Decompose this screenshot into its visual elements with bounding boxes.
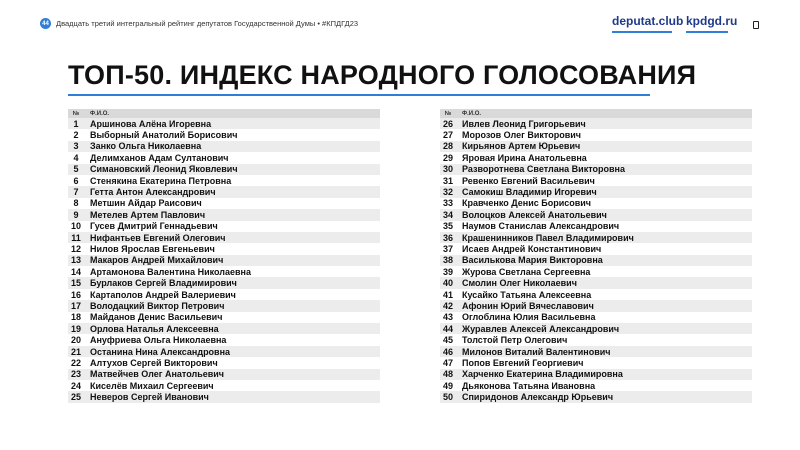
rank-number: 6 [73, 175, 79, 186]
table-row [440, 186, 752, 197]
table-row [440, 266, 752, 277]
table-row [440, 198, 752, 209]
deputy-name: Яровая Ирина Анатольевна [462, 152, 587, 163]
table-row [440, 118, 752, 129]
table-row [440, 152, 752, 163]
table-row [440, 209, 752, 220]
table-row [440, 323, 752, 334]
table-row [68, 164, 380, 175]
column-header-name: Ф.И.О. [90, 110, 110, 117]
table-row [68, 380, 380, 391]
deputy-name: Гетта Антон Александрович [90, 187, 216, 198]
deputy-name: Морозов Олег Викторович [462, 130, 581, 141]
table-row [68, 141, 380, 152]
rank-number: 24 [70, 380, 81, 391]
deputy-name: Волоцков Алексей Анатольевич [462, 209, 607, 220]
table-row [68, 334, 380, 345]
deputy-name: Гусев Дмитрий Геннадьевич [90, 221, 218, 232]
table-header [440, 109, 752, 118]
deputy-name: Метелев Артем Павлович [90, 209, 206, 220]
deputy-name: Кирьянов Артем Юрьевич [462, 141, 581, 152]
deputy-name: Картаполов Андрей Валериевич [90, 289, 236, 300]
table-row [68, 209, 380, 220]
deputy-name: Орлова Наталья Алексеевна [90, 323, 219, 334]
column-header-name: Ф.И.О. [462, 110, 482, 117]
rank-number: 38 [442, 255, 453, 266]
rank-number: 44 [442, 323, 453, 334]
table-row [68, 369, 380, 380]
table-row [440, 277, 752, 288]
deputy-name: Делимханов Адам Султанович [90, 152, 229, 163]
rank-number: 33 [442, 198, 453, 209]
rank-number: 43 [442, 312, 453, 323]
deputy-name: Алтухов Сергей Викторович [90, 357, 218, 368]
rank-number: 8 [73, 198, 79, 209]
deputy-name: Афонин Юрий Вячеславович [462, 300, 594, 311]
deputy-name: Исаев Андрей Константинович [462, 243, 602, 254]
deputy-name: Метшин Айдар Раисович [90, 198, 202, 209]
rank-number: 23 [70, 369, 81, 380]
table-row [68, 391, 380, 402]
deputy-name: Кусайко Татьяна Алексеевна [462, 289, 592, 300]
rank-number: 29 [442, 152, 453, 163]
table-row [68, 175, 380, 186]
rank-number: 42 [442, 300, 453, 311]
rank-number: 16 [70, 289, 81, 300]
ranking-table-left [68, 109, 380, 403]
rank-number: 39 [442, 266, 453, 277]
deputy-name: Стенякина Екатерина Петровна [90, 175, 232, 186]
deputy-name: Ивлев Леонид Григорьевич [462, 118, 586, 129]
deputy-name: Неверов Сергей Иванович [90, 392, 209, 403]
deputy-name: Киселёв Михаил Сергеевич [90, 380, 214, 391]
deputy-name: Самокиш Владимир Игоревич [462, 187, 597, 198]
table-row [440, 346, 752, 357]
rank-number: 49 [442, 380, 453, 391]
table-row [68, 152, 380, 163]
rank-number: 36 [442, 232, 453, 243]
deputy-name: Останина Нина Александровна [90, 346, 231, 357]
table-row [440, 357, 752, 368]
rank-number: 45 [442, 335, 453, 346]
deputy-name: Смолин Олег Николаевич [462, 278, 577, 289]
table-row [68, 232, 380, 243]
rank-number: 7 [73, 187, 79, 198]
rank-number: 20 [70, 335, 81, 346]
table-row [440, 255, 752, 266]
table-row [68, 346, 380, 357]
rank-number: 26 [442, 118, 453, 129]
rank-number: 46 [442, 346, 453, 357]
rank-number: 34 [442, 209, 453, 220]
table-row [68, 300, 380, 311]
table-header [68, 109, 380, 118]
rank-number: 14 [70, 266, 81, 277]
rank-number: 15 [70, 278, 81, 289]
rank-number: 27 [442, 130, 453, 141]
page-corner-icon [753, 21, 759, 29]
deputy-name: Журавлев Алексей Александрович [462, 323, 620, 334]
deputy-name: Занко Ольга Николаевна [90, 141, 202, 152]
table-row [440, 232, 752, 243]
rank-number: 50 [442, 392, 453, 403]
table-row [68, 266, 380, 277]
deputy-name: Милонов Виталий Валентинович [462, 346, 611, 357]
table-row [68, 255, 380, 266]
table-row [68, 118, 380, 129]
deputy-name: Симановский Леонид Яковлевич [90, 164, 238, 175]
table-row [68, 198, 380, 209]
rank-number: 9 [73, 209, 79, 220]
deputy-name: Василькова Мария Викторовна [462, 255, 603, 266]
rank-number: 3 [73, 141, 79, 152]
deputy-name: Артамонова Валентина Николаевна [90, 266, 252, 277]
rank-number: 4 [73, 152, 79, 163]
table-row [68, 277, 380, 288]
table-row [68, 129, 380, 140]
rank-number: 5 [73, 164, 79, 175]
table-row [440, 164, 752, 175]
rank-number: 37 [442, 243, 453, 254]
deputy-name: Наумов Станислав Александрович [462, 221, 620, 232]
rank-number: 40 [442, 278, 453, 289]
deputy-name: Оглоблина Юлия Васильевна [462, 312, 596, 323]
deputy-name: Разворотнева Светлана Викторовна [462, 164, 625, 175]
deputy-name: Харченко Екатерина Владимировна [462, 369, 623, 380]
deputy-name: Нифантьев Евгений Олегович [90, 232, 226, 243]
deputy-name: Ануфриева Ольга Николаевна [90, 335, 227, 346]
ranking-table-right [440, 109, 752, 403]
page-title: ТОП-50. ИНДЕКС НАРОДНОГО ГОЛОСОВАНИЯ [68, 60, 697, 90]
rank-number: 2 [73, 130, 79, 141]
deputy-name: Попов Евгений Георгиевич [462, 357, 584, 368]
table-row [440, 243, 752, 254]
page-number-badge: 44 [40, 18, 51, 29]
table-row [440, 312, 752, 323]
rank-number: 19 [70, 323, 81, 334]
rank-number: 31 [442, 175, 453, 186]
deputy-name: Матвейчев Олег Анатольевич [90, 369, 225, 380]
table-row [440, 175, 752, 186]
rank-number: 13 [70, 255, 81, 266]
rank-number: 25 [70, 392, 81, 403]
deputy-name: Спиридонов Александр Юрьевич [462, 392, 614, 403]
table-row [440, 129, 752, 140]
deputy-name: Бурлаков Сергей Владимирович [90, 278, 237, 289]
table-row [440, 289, 752, 300]
table-body [68, 118, 380, 403]
table-row [68, 323, 380, 334]
deputy-name: Выборный Анатолий Борисович [90, 130, 238, 141]
rank-number: 21 [70, 346, 81, 357]
deputy-name: Нилов Ярослав Евгеньевич [90, 243, 215, 254]
rank-number: 11 [71, 232, 81, 243]
rank-number: 10 [70, 221, 81, 232]
brand-link-kpdgd[interactable]: kpdgd.ru [686, 14, 738, 28]
deputy-name: Аршинова Алёна Игоревна [90, 118, 212, 129]
deputy-name: Крашенинников Павел Владимирович [462, 232, 634, 243]
deputy-name: Володацкий Виктор Петрович [90, 300, 225, 311]
rank-number: 41 [442, 289, 453, 300]
column-header-number: № [444, 110, 452, 117]
table-row [440, 369, 752, 380]
table-row [440, 391, 752, 402]
rank-number: 35 [442, 221, 453, 232]
rank-number: 12 [70, 243, 81, 254]
rank-number: 1 [73, 118, 79, 129]
table-row [68, 221, 380, 232]
title-divider [68, 94, 650, 96]
brand-link-deputat[interactable]: deputat.club [612, 14, 684, 28]
rank-number: 47 [442, 357, 453, 368]
table-body [440, 118, 752, 403]
header-subtitle: Двадцать третий интегральный рейтинг депутатов Государственной Думы • #КПДГД23 [56, 19, 359, 28]
table-row [440, 380, 752, 391]
rank-number: 17 [70, 300, 81, 311]
rank-number: 22 [70, 357, 81, 368]
deputy-name: Кравченко Денис Борисович [462, 198, 592, 209]
brand-underline [686, 31, 728, 33]
table-row [68, 312, 380, 323]
rank-number: 18 [70, 312, 81, 323]
column-header-number: № [72, 110, 80, 117]
deputy-name: Ревенко Евгений Васильевич [462, 175, 595, 186]
table-row [440, 141, 752, 152]
rank-number: 32 [442, 187, 453, 198]
table-row [68, 186, 380, 197]
table-row [440, 334, 752, 345]
rank-number: 30 [442, 164, 453, 175]
rank-number: 48 [442, 369, 453, 380]
table-row [68, 243, 380, 254]
brand-underline [612, 31, 672, 33]
deputy-name: Журова Светлана Сергеевна [462, 266, 591, 277]
rank-number: 28 [442, 141, 453, 152]
table-row [440, 300, 752, 311]
deputy-name: Толстой Петр Олегович [462, 335, 568, 346]
table-row [68, 357, 380, 368]
table-row [68, 289, 380, 300]
table-row [440, 221, 752, 232]
deputy-name: Майданов Денис Васильевич [90, 312, 223, 323]
deputy-name: Дьяконова Татьяна Ивановна [462, 380, 596, 391]
deputy-name: Макаров Андрей Михайлович [90, 255, 224, 266]
